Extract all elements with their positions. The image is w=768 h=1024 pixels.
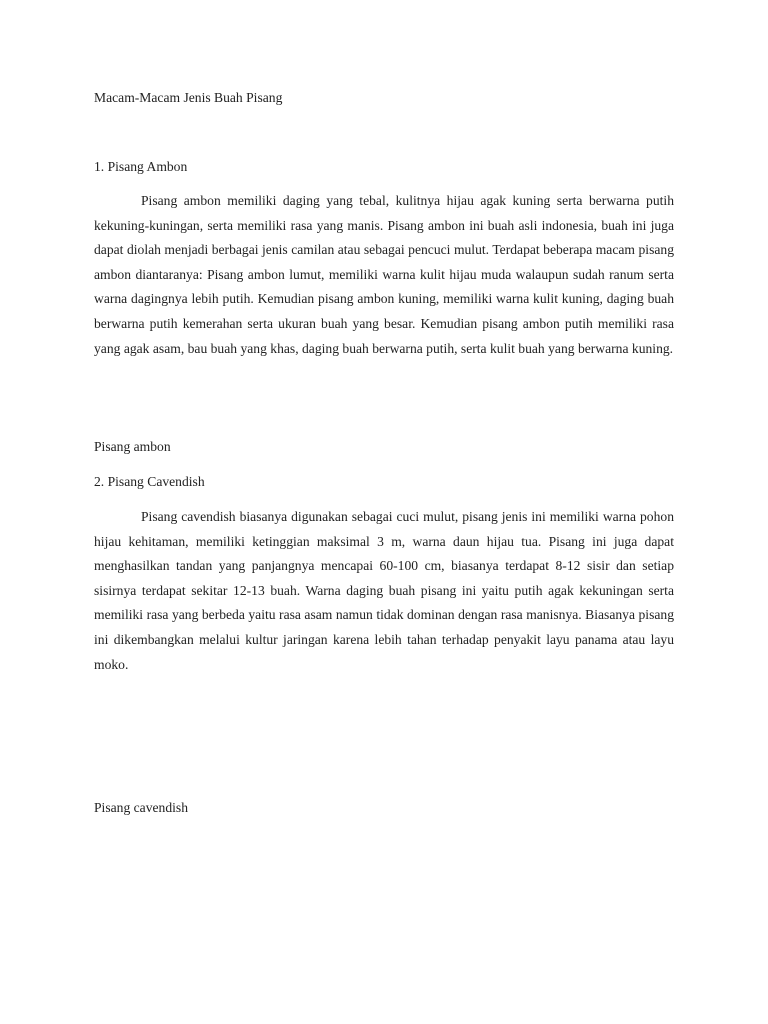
section-heading-pisang-ambon: 1. Pisang Ambon	[94, 159, 188, 174]
section-paragraph-pisang-ambon: Pisang ambon memiliki daging yang tebal, kulitnya hijau agak kuning serta berwarna putih kekuning-kuningan, serta memiliki rasa yang manis. Pisang ambon ini buah asli indonesia, buah ini juga dapat diolah menjadi berbagai jenis camilan atau sebagai pencuci mulut. Terdapat beberapa macam pisang ambon diantaranya: Pisang ambon lumut, memiliki warna kulit hijau muda walaupun sudah ranum serta warna dagingnya lebih putih. Kemudian pisang ambon kuning, memiliki warna kulit kuning, daging buah berwarna putih kemerahan serta ukuran buah yang besar. Kemudian pisang ambon putih memiliki rasa yang agak asam, bau buah yang khas, daging buah berwarna putih, serta kulit buah yang berwarna kuning.	[94, 193, 674, 356]
image-caption-pisang-ambon: Pisang ambon	[94, 439, 171, 454]
section-heading-pisang-cavendish: 2. Pisang Cavendish	[94, 474, 205, 489]
image-caption-pisang-cavendish: Pisang cavendish	[94, 800, 189, 815]
document-title: Macam-Macam Jenis Buah Pisang	[94, 90, 283, 105]
section-paragraph-pisang-cavendish: Pisang cavendish biasanya digunakan sebagai cuci mulut, pisang jenis ini memiliki warna pohon hijau kehitaman, memiliki ketinggian maksimal 3 m, warna daun hijau tua. Pisang ini juga dapat menghasilkan tandan yang panjangnya mencapai 60-100 cm, biasanya terdapat 8-12 sisir dan setiap sisirnya terdapat sekitar 12-13 buah. Warna daging buah pisang ini yaitu putih agak kekuningan serta memiliki rasa yang berbeda yaitu rasa asam namun tidak dominan dengan rasa manisnya. Biasanya pisang ini dikembangkan melalui kultur jaringan karena lebih tahan terhadap penyakit layu panama atau layu moko.	[94, 509, 674, 672]
